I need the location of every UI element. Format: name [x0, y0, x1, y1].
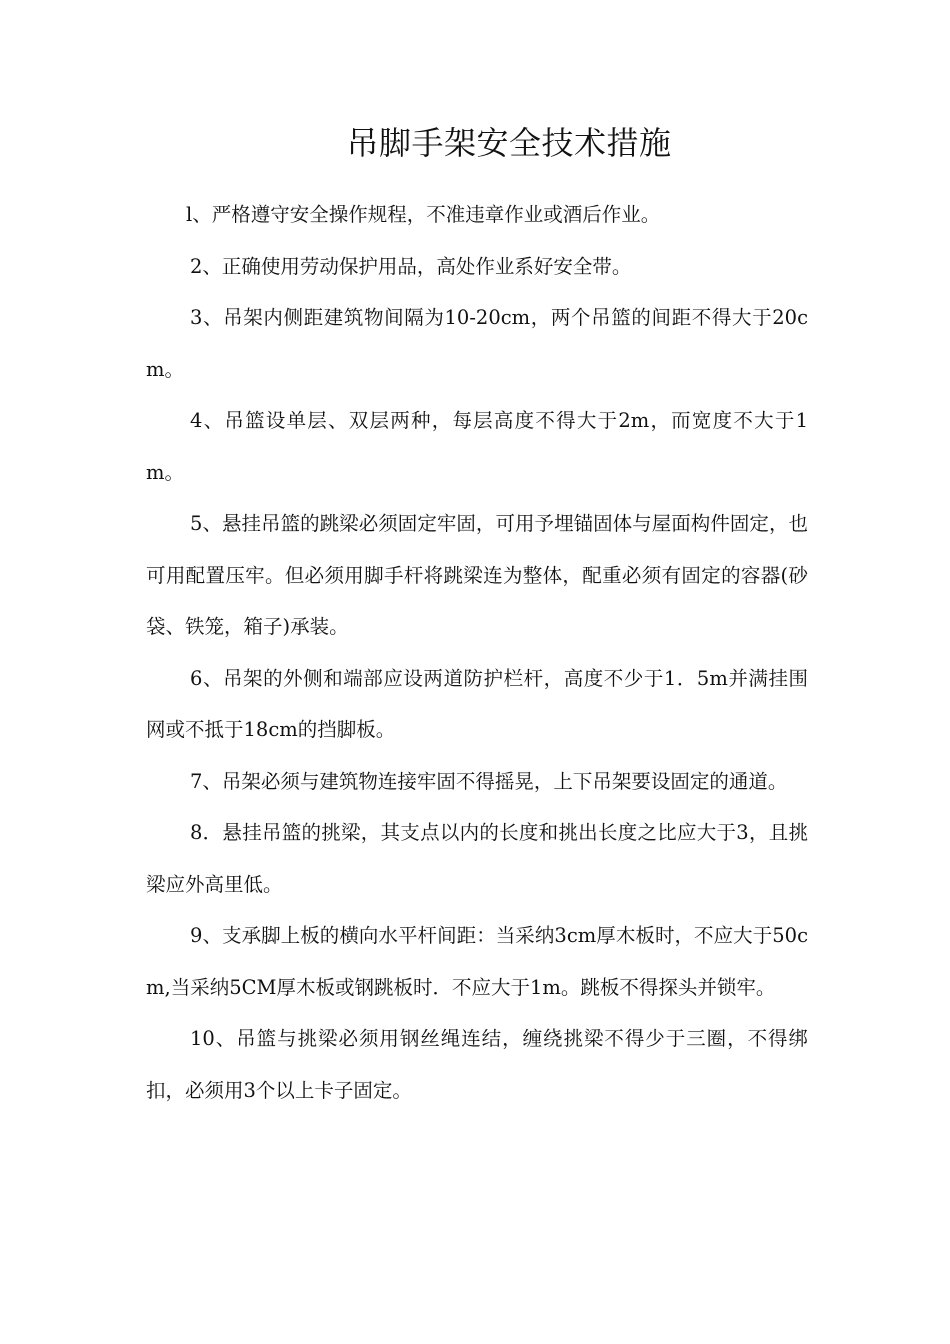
paragraph-10: 10、吊篮与挑梁必须用钢丝绳连结，缠绕挑梁不得少于三圈，不得绑扣，必须用3个以上卡子固定。	[146, 1027, 808, 1102]
paragraph-5: 5、悬挂吊篮的跳梁必须固定牢固，可用予埋锚固体与屋面构件固定，也可用配置压牢。但必须用脚手杆将跳梁连为整体，配重必须有固定的容器(砂袋、铁笼，箱子)承装。	[146, 512, 808, 638]
paragraph-1: l、严格遵守安全操作规程，不准违章作业或酒后作业。	[186, 203, 661, 226]
paragraph-9: 9、支承脚上板的横向水平杆间距：当采纳3cm厚木板时，不应大于50cm,当采纳5CM厚木板或钢跳板时．不应大于1m。跳板不得探头并锁牢。	[146, 924, 808, 999]
paragraph-8: 8．悬挂吊篮的挑梁，其支点以内的长度和挑出长度之比应大于3，且挑梁应外高里低。	[146, 821, 808, 896]
document-title: 吊脚手架安全技术措施	[346, 124, 672, 162]
paragraph-7: 7、吊架必须与建筑物连接牢固不得摇晃，上下吊架要设固定的通道。	[190, 769, 788, 793]
paragraph-4: 4、吊篮设单层、双层两种，每层高度不得大于2m，而宽度不大于1m。	[146, 409, 808, 484]
document-body	[146, 189, 808, 1116]
paragraph-6: 6、吊架的外侧和端部应设两道防护栏杆，高度不少于1．5m并满挂围网或不抵于18cm的挡脚板。	[146, 666, 808, 741]
paragraph-3: 3、吊架内侧距建筑物间隔为10-20cm，两个吊篮的间距不得大于20cm。	[146, 306, 808, 381]
paragraph-2: 2、正确使用劳动保护用品，高处作业系好安全带。	[190, 254, 632, 278]
